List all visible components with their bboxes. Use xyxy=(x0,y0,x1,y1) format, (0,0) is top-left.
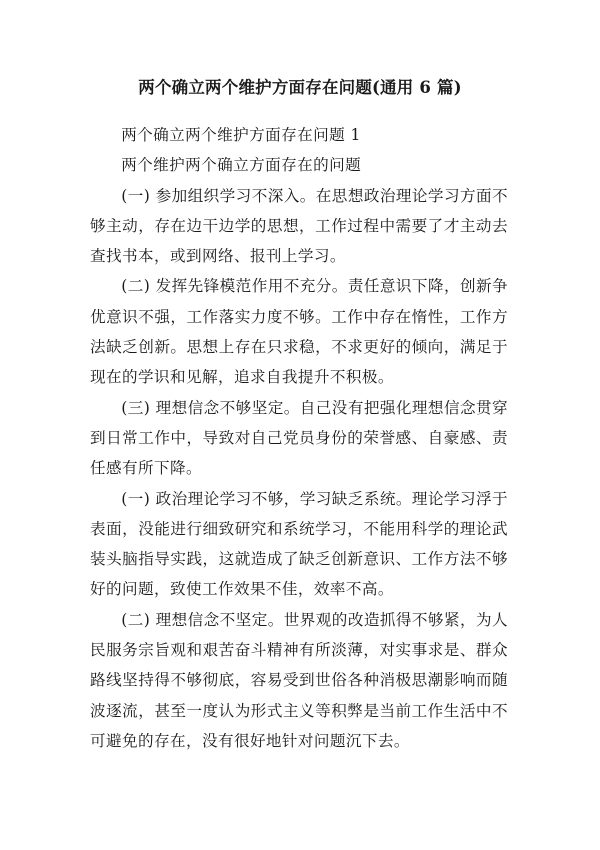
section-heading: 两个维护两个确立方面存在的问题 xyxy=(121,156,362,175)
paragraph: (三) 理想信念不够坚定。自己没有把强化理想信念贯穿到日常工作中，导致对自己党员身份的荣誉感、自豪感、责任感有所下降。 xyxy=(90,398,508,478)
paragraph: (二) 发挥先锋模范作用不充分。责任意识下降，创新争优意识不强，工作落实力度不够。工作中存在惰性，工作方法缺乏创新。思想上存在只求稳，不求更好的倾向，满足于现在的学识和见解，追求自我提升不积极。 xyxy=(90,277,508,387)
paragraph: (一) 参加组织学习不深入。在思想政治理论学习方面不够主动，存在边干边学的思想，工作过程中需要了才主动去查找书本，或到网络、报刊上学习。 xyxy=(90,186,508,266)
subtitle-heading: 两个确立两个维护方面存在问题 1 xyxy=(121,126,361,144)
paragraph: (二) 理想信念不坚定。世界观的改造抓得不够紧，为人民服务宗旨观和艰苦奋斗精神有所淡薄，对实事求是、群众路线坚持得不够彻底，容易受到世俗各种消极思潮影响而随波逐流，甚至一度认为形式主义等积弊是当前工作生活中不可避免的存在，没有很好地针对问题沉下去。 xyxy=(90,610,508,750)
paragraph: (一) 政治理论学习不够，学习缺乏系统。理论学习浮于表面，没能进行细致研究和系统学习，不能用科学的理论武装头脑指导实践，这就造成了缺乏创新意识、工作方法不够好的问题，致使工作效果不佳，效率不高。 xyxy=(90,489,508,599)
document-title: 两个确立两个维护方面存在问题(通用 6 篇) xyxy=(138,78,462,97)
document-body xyxy=(90,120,508,756)
